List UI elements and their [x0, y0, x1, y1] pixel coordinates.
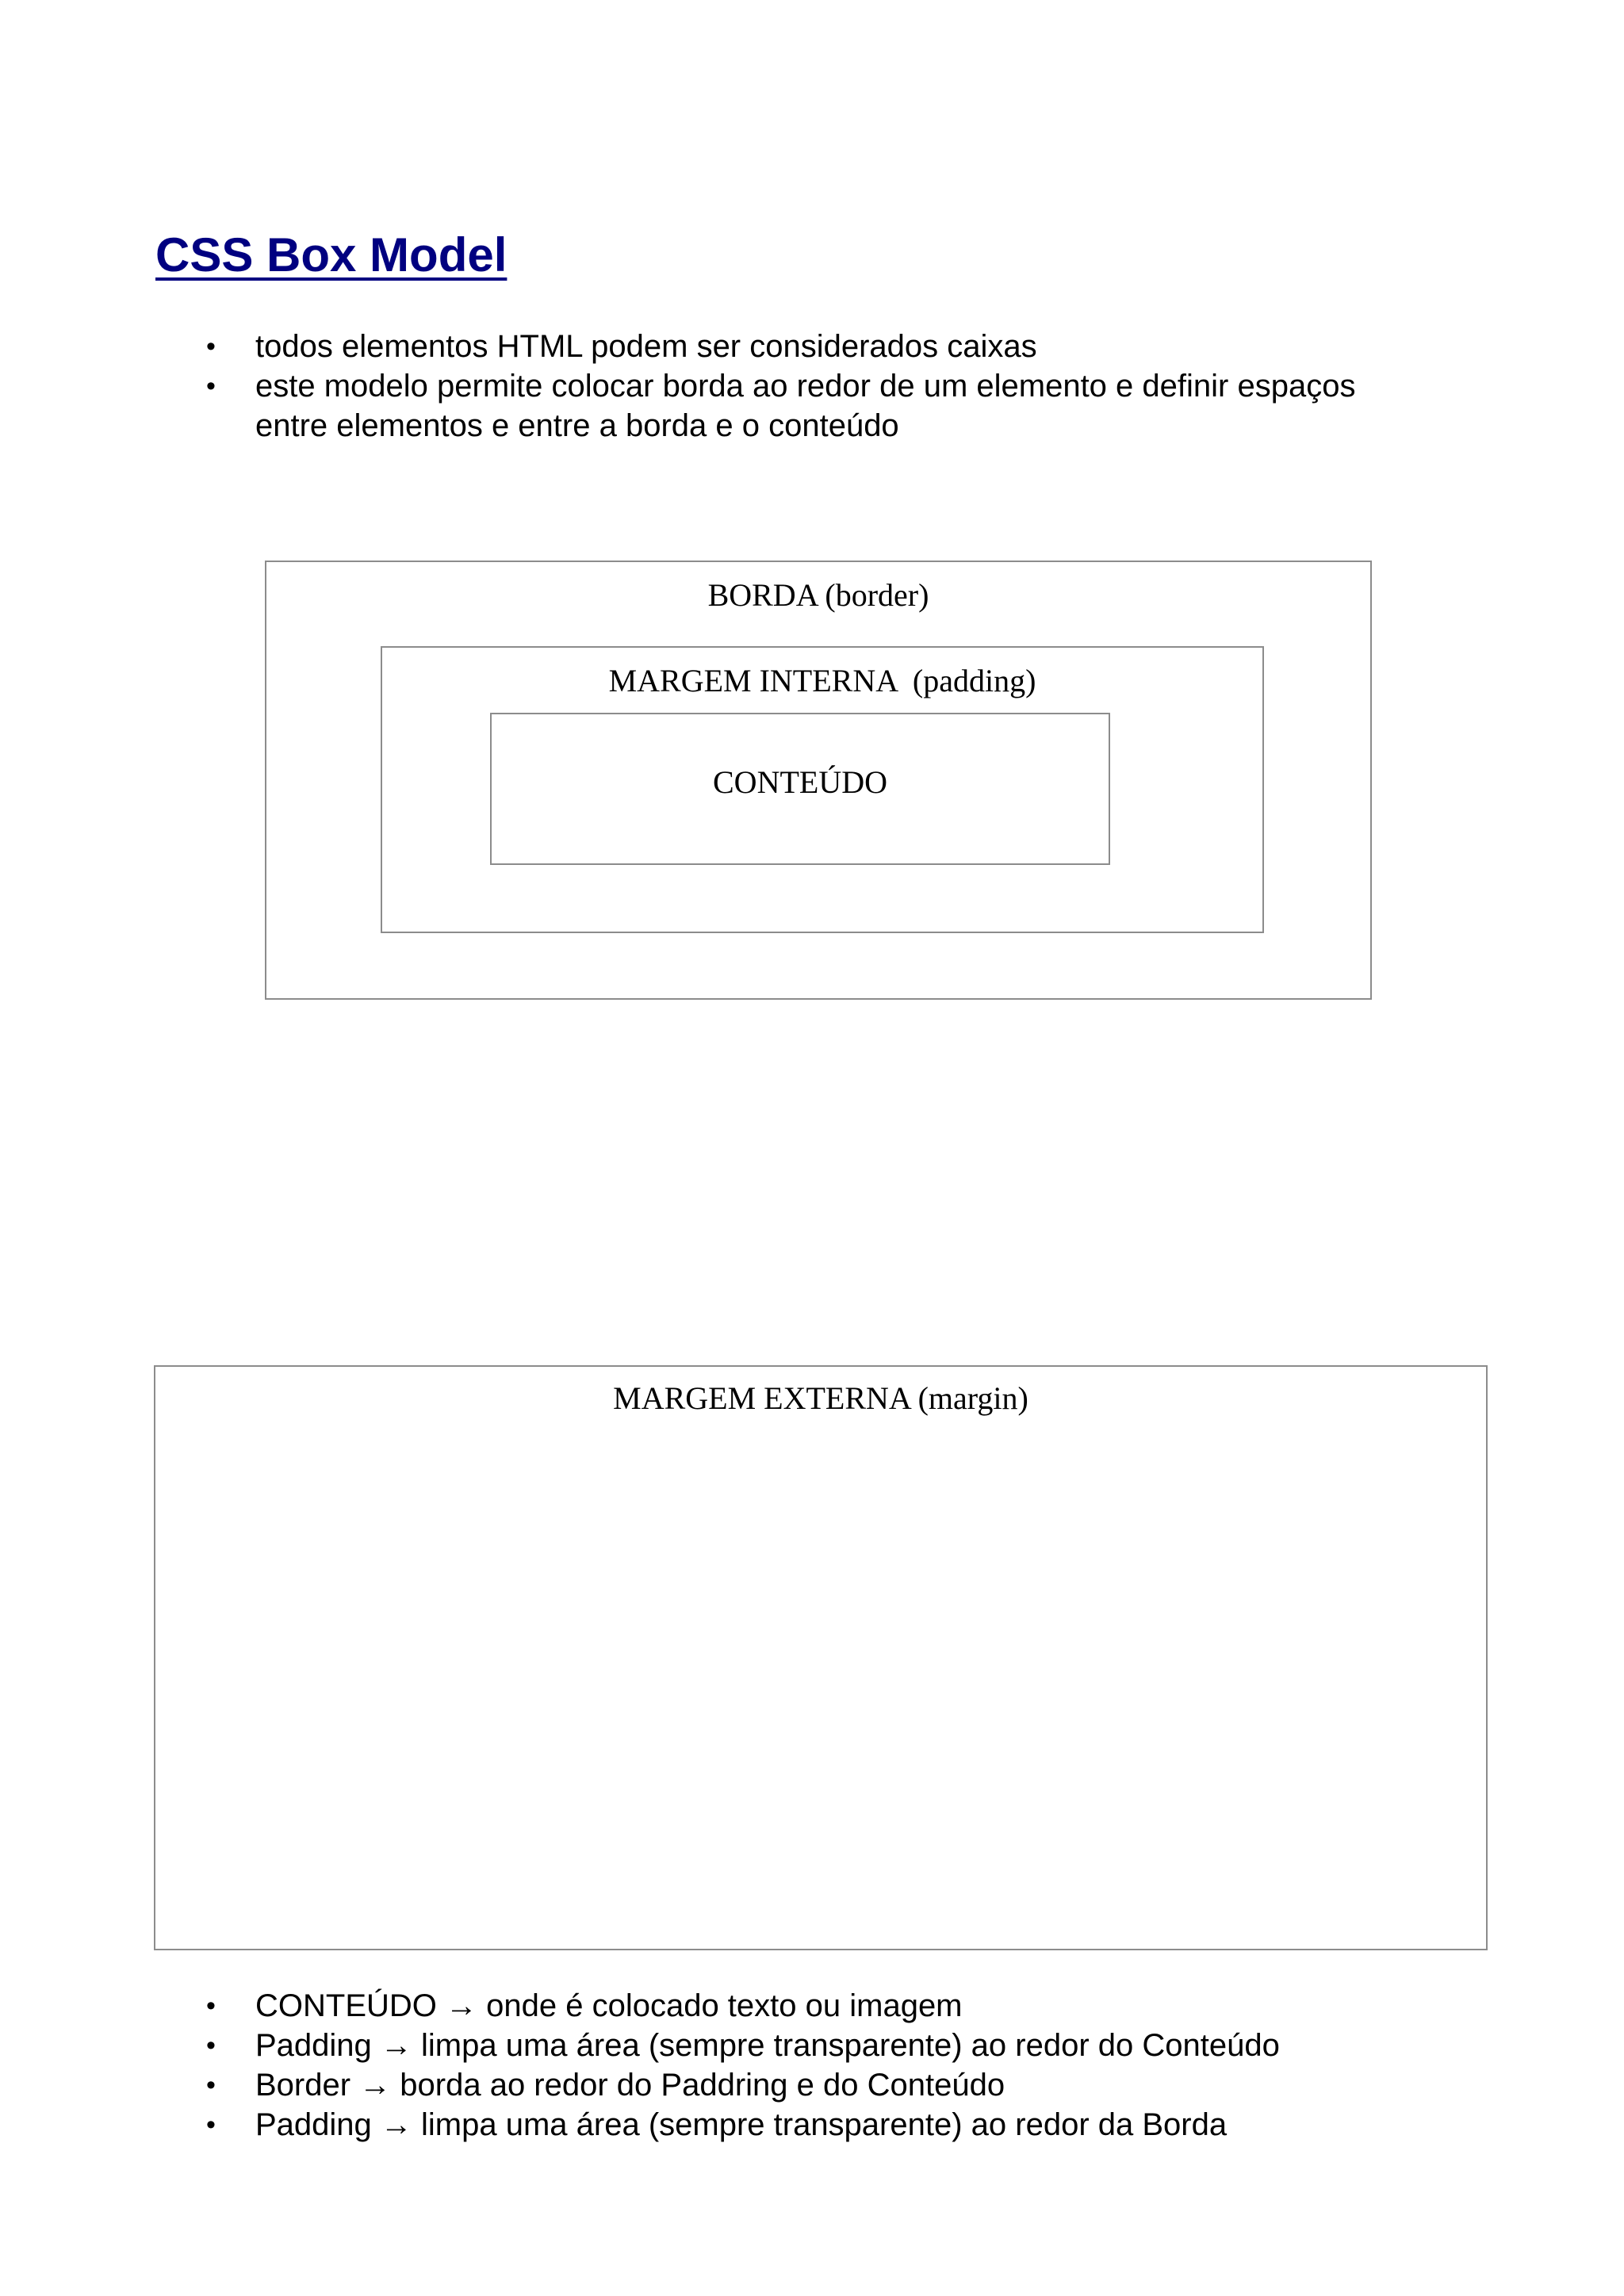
bullet-icon: •	[206, 2110, 216, 2140]
content-label: CONTEÚDO	[713, 764, 887, 800]
content-box	[490, 713, 1110, 865]
padding-label: MARGEM INTERNA (padding)	[608, 663, 1036, 698]
border-label: BORDA (border)	[707, 577, 929, 613]
list-item	[0, 327, 1429, 366]
margin-box	[154, 1365, 1488, 1950]
bullet-icon: •	[206, 371, 216, 401]
list-item	[0, 2026, 1429, 2065]
list-item	[0, 1986, 1429, 2026]
list-item-text: Padding → limpa uma área (sempre transparente) ao redor da Borda	[255, 2107, 1228, 2142]
intro-bullet-list	[0, 327, 1429, 446]
bullet-icon: •	[206, 2070, 216, 2100]
bullet-icon: •	[206, 2030, 216, 2061]
list-item-text: Padding → limpa uma área (sempre transparente) ao redor do Conteúdo	[255, 2028, 1280, 2063]
list-item-text: CONTEÚDO → onde é colocado texto ou imagem	[255, 1988, 963, 2023]
list-item	[0, 366, 1429, 446]
page-title: CSS Box Model	[155, 228, 508, 281]
margin-label: MARGEM EXTERNA (margin)	[613, 1380, 1028, 1416]
definition-bullet-list	[0, 1986, 1429, 2145]
list-item	[0, 2105, 1429, 2145]
bullet-icon: •	[206, 1991, 216, 2021]
list-item-text: este modelo permite colocar borda ao redor de um elemento e definir espaços entre elementos e entre a borda e o conteúdo	[255, 369, 1356, 443]
list-item-text: todos elementos HTML podem ser considerados caixas	[255, 329, 1037, 364]
list-item-text: Border → borda ao redor do Paddring e do Conteúdo	[255, 2068, 1005, 2103]
bullet-icon: •	[206, 331, 216, 362]
list-item	[0, 2065, 1429, 2105]
